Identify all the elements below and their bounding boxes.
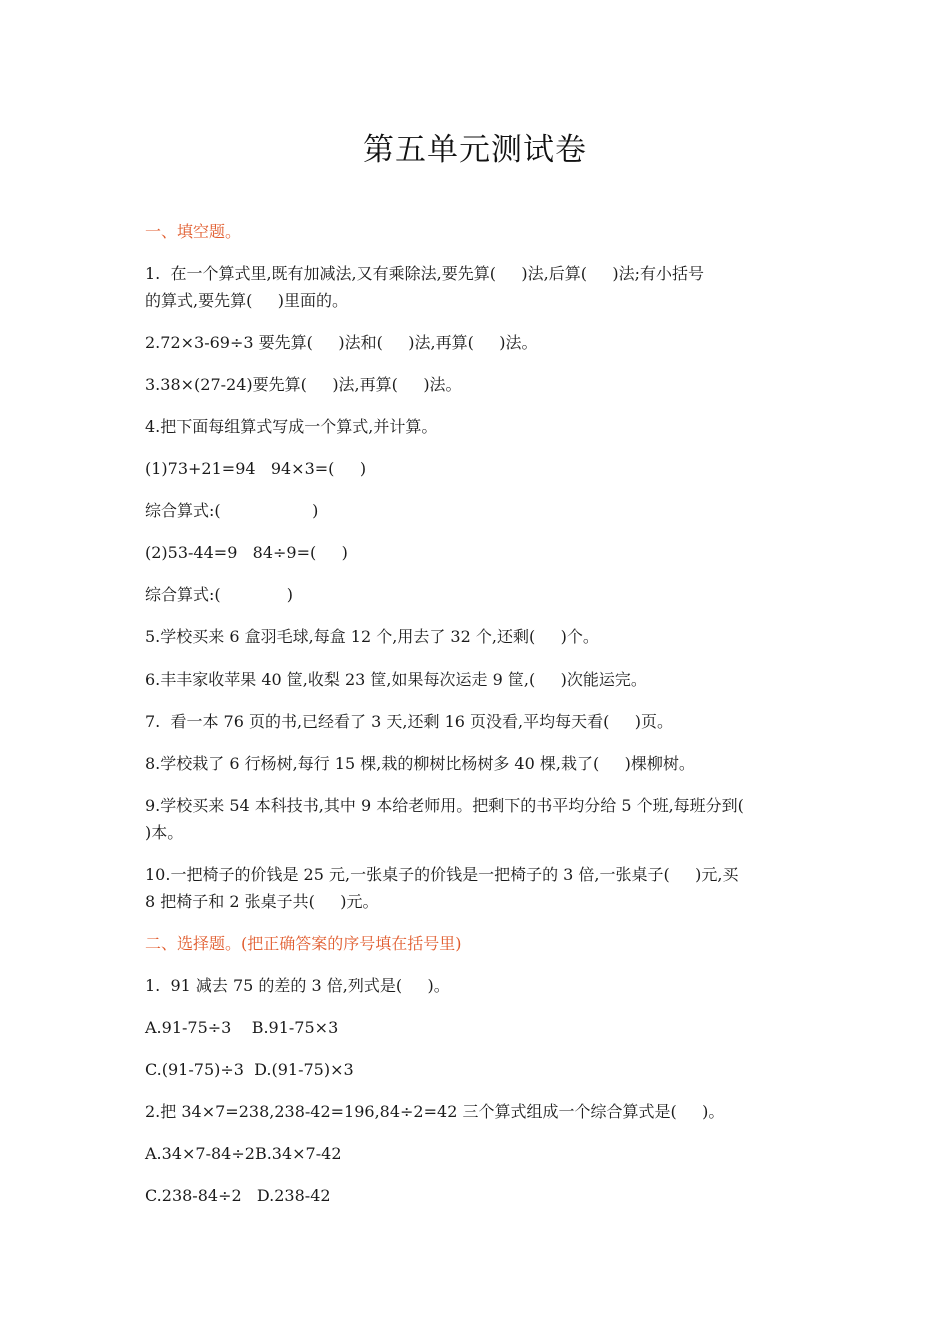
section-heading-multiple-choice: 二、选择题。(把正确答案的序号填在括号里) — [145, 934, 462, 953]
question-5: 5.学校买来 6 盒羽毛球,每盒 12 个,用去了 32 个,还剩( )个。 — [145, 627, 599, 646]
question-2: 2.72×3-69÷3 要先算( )法和( )法,再算( )法。 — [145, 333, 538, 352]
question-7: 7. 看一本 76 页的书,已经看了 3 天,还剩 16 页没看,平均每天看( )页。 — [145, 712, 674, 731]
choice-question-1-options-cd: C.(91-75)÷3 D.(91-75)×3 — [145, 1060, 354, 1079]
question-4-part-2: (2)53-44=9 84÷9=( ) — [145, 543, 348, 562]
question-3: 3.38×(27-24)要先算( )法,再算( )法。 — [145, 375, 462, 394]
question-1-line-1: 1. 在一个算式里,既有加减法,又有乘除法,要先算( )法,后算( )法;有小括号 — [145, 264, 705, 283]
question-10-line-2: 8 把椅子和 2 张桌子共( )元。 — [145, 892, 379, 911]
question-10-line-1: 10.一把椅子的价钱是 25 元,一张桌子的价钱是一把椅子的 3 倍,一张桌子( )元,买 — [145, 865, 739, 884]
question-6: 6.丰丰家收苹果 40 筐,收梨 23 筐,如果每次运走 9 筐,( )次能运完。 — [145, 670, 647, 689]
question-4: 4.把下面每组算式写成一个算式,并计算。 — [145, 417, 438, 436]
choice-question-2: 2.把 34×7=238,238-42=196,84÷2=42 三个算式组成一个综合算式是( )。 — [145, 1102, 725, 1121]
question-9-line-2: )本。 — [145, 823, 184, 842]
choice-question-2-options-cd: C.238-84÷2 D.238-42 — [145, 1186, 331, 1205]
choice-question-1: 1. 91 减去 75 的差的 3 倍,列式是( )。 — [145, 976, 450, 995]
question-4-part-1-combined: 综合算式:( ) — [145, 501, 319, 520]
choice-question-1-options-ab: A.91-75÷3 B.91-75×3 — [145, 1018, 339, 1037]
section-heading-fill-blank: 一、填空题。 — [145, 222, 242, 241]
question-4-part-1: (1)73+21=94 94×3=( ) — [145, 459, 367, 478]
page-title: 第五单元测试卷 — [363, 132, 587, 168]
question-9-line-1: 9.学校买来 54 本科技书,其中 9 本给老师用。把剩下的书平均分给 5 个班,每班分到( — [145, 796, 744, 815]
question-4-part-2-combined: 综合算式:( ) — [145, 585, 293, 604]
choice-question-2-options-ab: A.34×7-84÷2B.34×7-42 — [145, 1144, 342, 1163]
question-8: 8.学校栽了 6 行杨树,每行 15 棵,栽的柳树比杨树多 40 棵,栽了( )棵柳树。 — [145, 754, 695, 773]
question-1-line-2: 的算式,要先算( )里面的。 — [145, 291, 349, 310]
